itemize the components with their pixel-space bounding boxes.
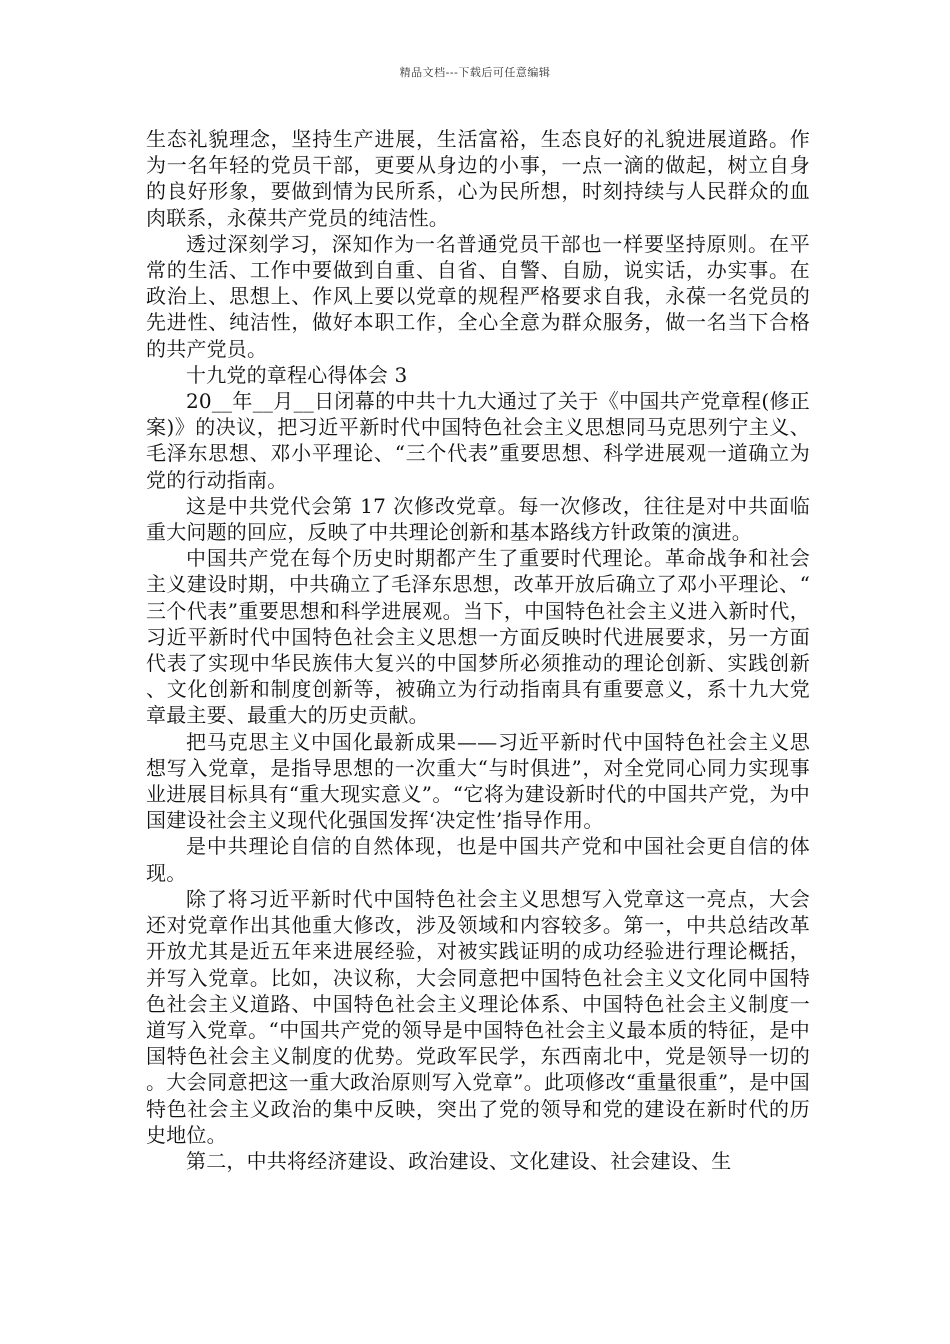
paragraph: 是中共理论自信的自然体现，也是中国共产党和中国社会更自信的体现。 [146, 834, 810, 885]
document-body [146, 126, 810, 1174]
paragraph: 中国共产党在每个历史时期都产生了重要时代理论。革命战争和社会主义建设时期，中共确立了毛泽东思想，改革开放后确立了邓小平理论、“三个代表”重要思想和科学进展观。当下，中国特色社会主义进入新时代，习近平新时代中国特色社会主义思想一方面反映时代进展要求，另一方面代表了实现中华民族伟大复兴的中国梦所必须推动的理论创新、实践创新、文化创新和制度创新等，被确立为行动指南具有重要意义，系十九大党章最主要、最重大的历史贡献。 [146, 546, 810, 728]
paragraph: 20__年__月__日闭幕的中共十九大通过了关于《中国共产党章程(修正案)》的决议，把习近平新时代中国特色社会主义思想同马克思列宁主义、毛泽东思想、邓小平理论、“三个代表”重要思想、科学进展观一道确立为党的行动指南。 [146, 389, 810, 492]
paragraph: 这是中共党代会第 17 次修改党章。每一次修改，往往是对中共面临重大问题的回应，反映了中共理论创新和基本路线方针政策的演进。 [146, 493, 810, 545]
paragraph: 生态礼貌理念，坚持生产进展，生活富裕，生态良好的礼貌进展道路。作为一名年轻的党员干部，更要从身边的小事，一点一滴的做起，树立自身的良好形象，要做到情为民所系，心为民所想，时刻持续与人民群众的血肉联系，永葆共产党员的纯洁性。 [146, 127, 810, 230]
paragraph: 第二，中共将经济建设、政治建设、文化建设、社会建设、生 [186, 1148, 732, 1173]
paragraph: 透过深刻学习，深知作为一名普通党员干部也一样要坚持原则。在平常的生活、工作中要做到自重、自省、自警、自励，说实话，办实事。在政治上、思想上、作风上要以党章的规程严格要求自我，永葆一名党员的先进性、纯洁性，做好本职工作，全心全意为群众服务，做一名当下合格的共产党员。 [146, 231, 810, 361]
page-header: 精品文档---下载后可任意编辑 [399, 66, 551, 79]
paragraph: 把马克思主义中国化最新成果——习近平新时代中国特色社会主义思想写入党章，是指导思想的一次重大“与时俱进”，对全党同心同力实现事业进展目标具有“重大现实意义”。“它将为建设新时代的中国共产党，为中国建设社会主义现代化强国发挥‘决定性’指导作用。 [146, 729, 810, 833]
section-heading: 十九党的章程心得体会 3 [186, 362, 408, 387]
paragraph: 除了将习近平新时代中国特色社会主义思想写入党章这一亮点，大会还对党章作出其他重大修改，涉及领域和内容较多。第一，中共总结改革开放尤其是近五年来进展经验，对被实践证明的成功经验进行理论概括，并写入党章。比如，决议称，大会同意把中国特色社会主义文化同中国特色社会主义道路、中国特色社会主义理论体系、中国特色社会主义制度一道写入党章。“中国共产党的领导是中国特色社会主义最本质的特征，是中国特色社会主义制度的优势。党政军民学，东西南北中，党是领导一切的。大会同意把这一重大政治原则写入党章”。此项修改“重量很重”，是中国特色社会主义政治的集中反映，突出了党的领导和党的建设在新时代的历史地位。 [146, 886, 810, 1147]
